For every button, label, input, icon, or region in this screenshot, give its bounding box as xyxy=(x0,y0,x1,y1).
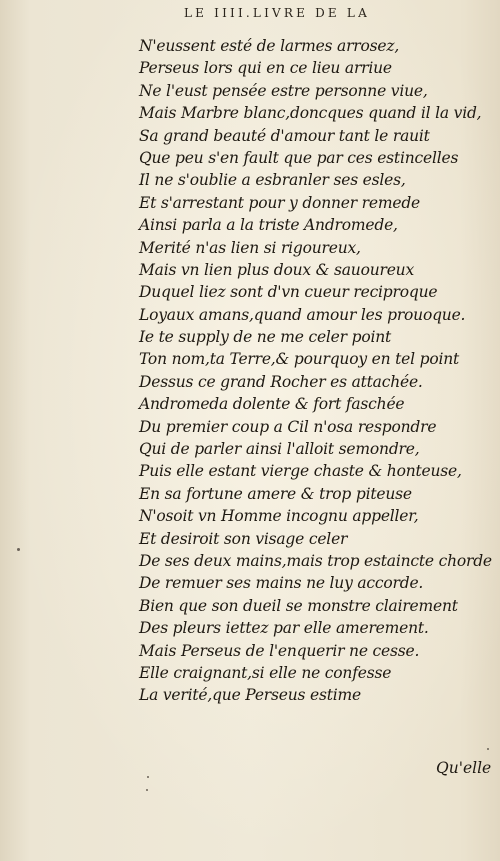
ink-speck xyxy=(487,748,489,750)
running-head: LE IIII.LIVRE DE LA xyxy=(184,6,370,20)
verse-line: Mais Marbre blanc,doncques quand il la vid, xyxy=(139,104,482,123)
verse-line: Des pleurs iettez par elle amerement. xyxy=(139,619,429,638)
verse-line: Duquel liez sont d'vn cueur reciproque xyxy=(139,283,438,302)
verse-line: En sa fortune amere & trop piteuse xyxy=(139,484,412,503)
verse-line: Qui de parler ainsi l'alloit semondre, xyxy=(139,440,420,459)
verse-line: N'eussent esté de larmes arrosez, xyxy=(139,37,400,55)
verse-line: Et s'arrestant pour y donner remede xyxy=(139,193,421,212)
verse-line: Mais vn lien plus doux & sauoureux xyxy=(139,260,414,279)
catchword: Qu'elle xyxy=(436,759,492,777)
verse-line: Loyaux amans,quand amour les prouoque. xyxy=(139,305,466,324)
verse-line: Ainsi parla a la triste Andromede, xyxy=(139,216,398,235)
verse-line: Dessus ce grand Rocher es attachée. xyxy=(139,372,423,391)
verse-line: Ne l'eust pensée estre personne viue, xyxy=(139,81,428,100)
ink-speck xyxy=(147,776,149,778)
ink-speck xyxy=(17,548,20,551)
verse-line: Ie te supply de ne me celer point xyxy=(139,328,392,347)
verse-text xyxy=(139,35,492,707)
verse-line: Du premier coup a Cil n'osa respondre xyxy=(139,417,437,436)
verse-line: Elle craignant,si elle ne confesse xyxy=(139,663,392,682)
verse-line: Perseus lors qui en ce lieu arriue xyxy=(139,59,392,78)
verse-line: N'osoit vn Homme incognu appeller, xyxy=(139,507,419,526)
ink-speck xyxy=(146,789,148,791)
verse-line: Sa grand beauté d'amour tant le rauit xyxy=(139,126,430,145)
verse-line: Et desiroit son visage celer xyxy=(139,529,348,548)
verse-line: De ses deux mains,mais trop estaincte chorde xyxy=(139,551,492,570)
verse-line: Ton nom,ta Terre,& pourquoy en tel point xyxy=(139,350,460,369)
verse-line: Andromeda dolente & fort faschée xyxy=(139,395,405,414)
verse-line: Merité n'as lien si rigoureux, xyxy=(139,238,361,257)
verse-line: De remuer ses mains ne luy accorde. xyxy=(139,574,424,593)
verse-line: Puis elle estant vierge chaste & honteuse, xyxy=(139,462,462,481)
verse-line: Il ne s'oublie a esbranler ses esles, xyxy=(139,171,406,190)
verse-line: Mais Perseus de l'enquerir ne cesse. xyxy=(139,641,420,660)
verse-line: La verité,que Perseus estime xyxy=(139,686,361,705)
verse-line: Que peu s'en fault que par ces estincelles xyxy=(139,148,459,167)
verse-line: Bien que son dueil se monstre clairement xyxy=(139,596,458,615)
